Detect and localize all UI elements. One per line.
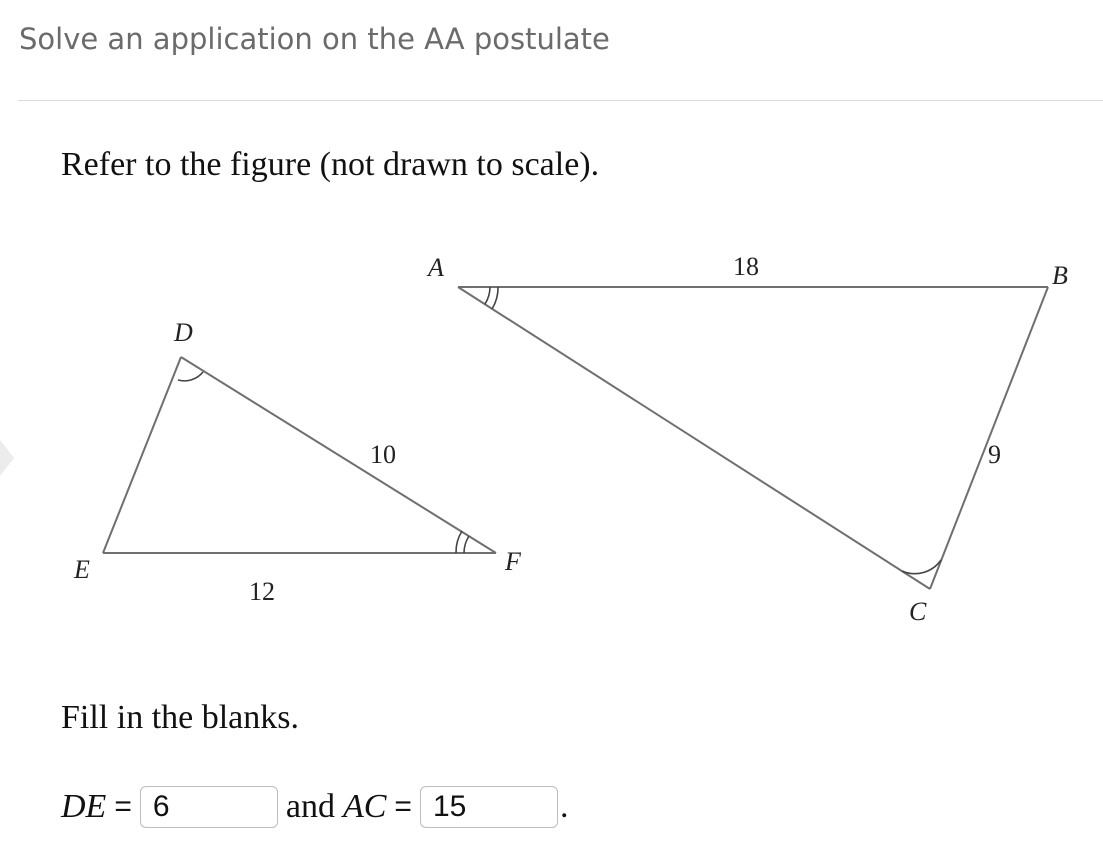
vertex-label-a: A <box>428 253 444 282</box>
side-label-bc: 9 <box>988 440 1001 469</box>
ac-answer-input[interactable]: 15 <box>420 786 558 828</box>
ac-equals-sign: = <box>394 790 412 823</box>
de-label: DE <box>61 788 107 825</box>
angle-d-arc-icon <box>178 372 203 381</box>
triangle-def <box>103 357 496 553</box>
ac-label: AC <box>342 788 387 825</box>
vertex-label-e: E <box>74 555 90 584</box>
vertex-label-c: C <box>909 597 927 626</box>
side-label-df: 10 <box>370 440 396 469</box>
de-equals-sign: = <box>114 790 132 823</box>
and-word: and <box>285 788 335 825</box>
angle-a-double-arc-icon <box>485 287 490 304</box>
vertex-label-d: D <box>174 318 193 347</box>
instruction-text: Refer to the figure (not drawn to scale). <box>61 146 600 183</box>
vertex-label-f: F <box>505 547 521 576</box>
vertex-label-b: B <box>1052 261 1068 290</box>
page-header-title: Solve an application on the AA postulate <box>19 22 610 56</box>
period: . <box>559 788 569 825</box>
answer-row <box>61 784 568 830</box>
side-label-ef: 12 <box>249 577 275 606</box>
angle-f-double-arc-icon <box>464 536 469 553</box>
angle-c-arc-icon <box>902 560 941 574</box>
de-answer-input[interactable]: 6 <box>140 786 278 828</box>
triangle-abc <box>458 287 1048 589</box>
fill-in-blanks-label: Fill in the blanks. <box>61 699 299 736</box>
side-label-ab: 18 <box>733 252 759 281</box>
